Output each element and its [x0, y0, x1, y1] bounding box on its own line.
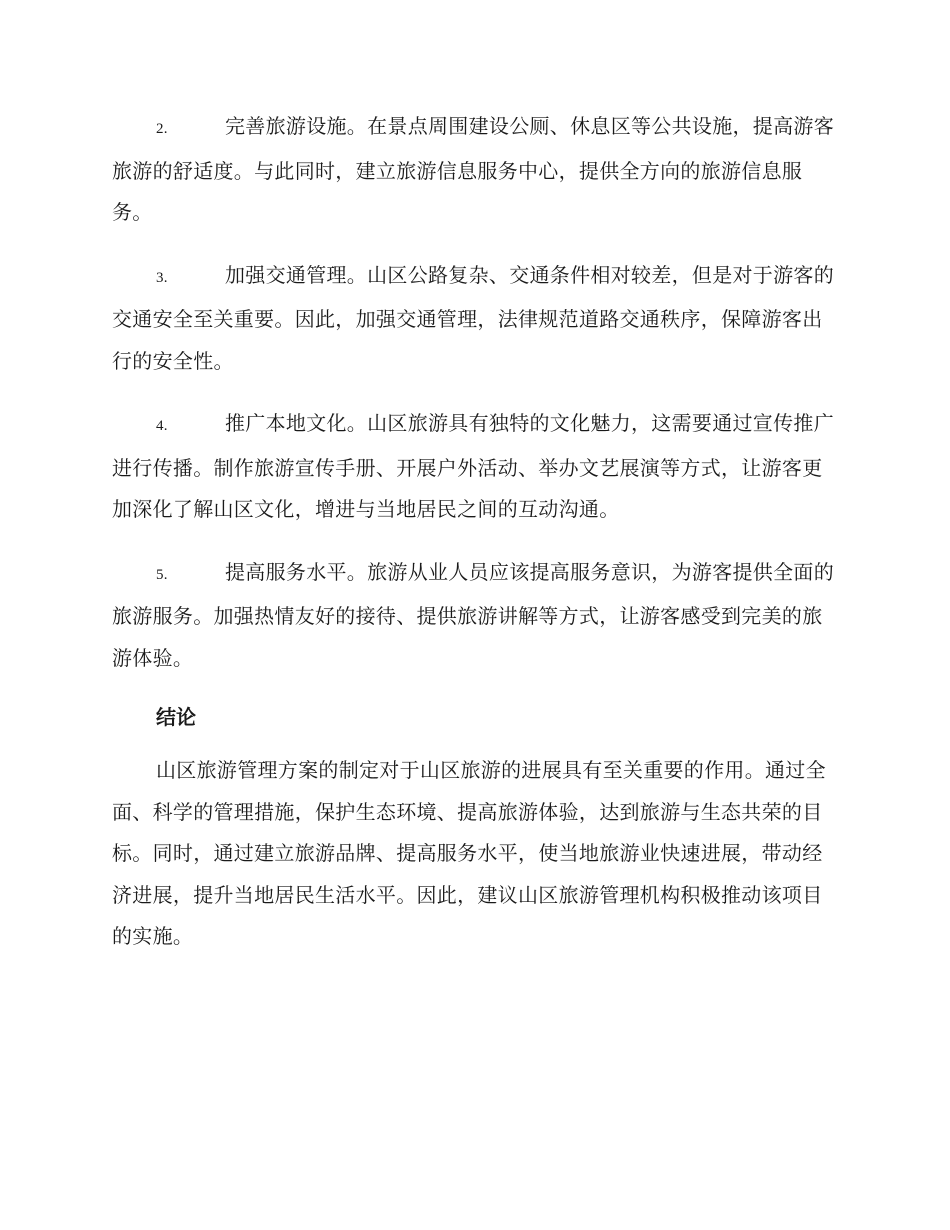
list-item-number: 2.	[156, 121, 168, 137]
list-item-number: 5.	[156, 566, 168, 583]
list-item-3	[112, 255, 836, 383]
document-body	[112, 106, 836, 958]
conclusion-paragraph: 山区旅游管理方案的制定对于山区旅游的进展具有至关重要的作用。通过全面、科学的管理措施，保护生态环境、提高旅游体验，达到旅游与生态共荣的目标。同时，通过建立旅游品牌、提高服务水平，使当地旅游业快速进展，带动经济进展，提升当地居民生活水平。因此，建议山区旅游管理机构积极推动该项目的实施。	[112, 758, 826, 948]
conclusion-heading: 结论	[156, 705, 196, 729]
list-item-text: 完善旅游设施。在景点周围建设公厕、休息区等公共设施，提高游客旅游的舒适度。与此同时，建立旅游信息服务中心，提供全方向的旅游信息服务。	[112, 114, 834, 224]
list-item-text: 提高服务水平。旅游从业人员应该提高服务意识，为游客提供全面的旅游服务。加强热情友好的接待、提供旅游讲解等方式，让游客感受到完美的旅游体验。	[112, 559, 834, 670]
list-item-5	[112, 552, 836, 680]
list-item-text: 加强交通管理。山区公路复杂、交通条件相对较差，但是对于游客的交通安全至关重要。因此，加强交通管理，法律规范道路交通秩序，保障游客出行的安全性。	[112, 262, 834, 373]
list-item-4	[112, 403, 836, 531]
list-item-number: 3.	[156, 269, 168, 286]
list-item-2	[112, 106, 836, 234]
list-item-number: 4.	[156, 418, 168, 434]
list-item-text: 推广本地文化。山区旅游具有独特的文化魅力，这需要通过宣传推广进行传播。制作旅游宣传手册、开展户外活动、举办文艺展演等方式，让游客更加深化了解山区文化，增进与当地居民之间的互动沟通。	[112, 411, 834, 521]
